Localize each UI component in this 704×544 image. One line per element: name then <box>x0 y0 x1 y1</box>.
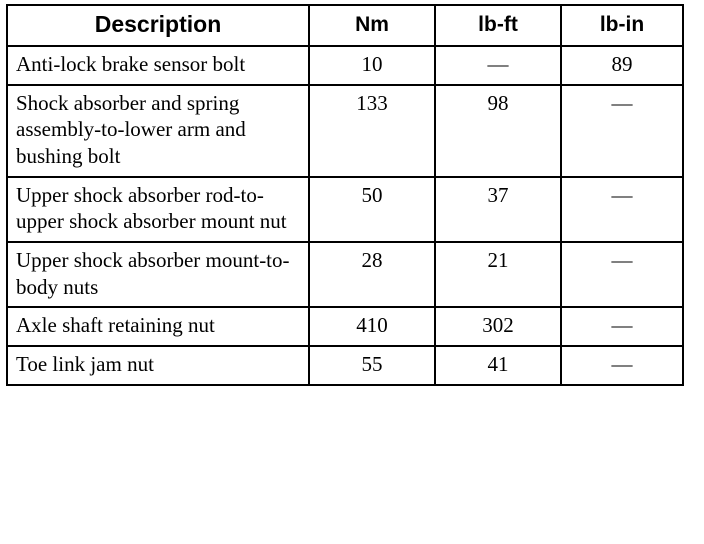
column-header-description: Description <box>7 5 309 46</box>
cell-description: Shock absorber and spring assembly-to-lower arm and bushing bolt <box>7 85 309 177</box>
table-row <box>7 307 683 346</box>
cell-nm: 133 <box>309 85 435 177</box>
table-row <box>7 346 683 385</box>
cell-description: Anti-lock brake sensor bolt <box>7 46 309 85</box>
column-header-nm: Nm <box>309 5 435 46</box>
document-page <box>0 4 704 544</box>
table-header <box>7 5 683 46</box>
cell-description: Axle shaft retaining nut <box>7 307 309 346</box>
cell-nm: 10 <box>309 46 435 85</box>
cell-description: Upper shock absorber mount-to-body nuts <box>7 242 309 307</box>
table-body <box>7 46 683 385</box>
cell-description: Toe link jam nut <box>7 346 309 385</box>
cell-nm: 55 <box>309 346 435 385</box>
cell-lbin: — <box>561 177 683 242</box>
cell-lbin: — <box>561 242 683 307</box>
column-header-lbft: lb-ft <box>435 5 561 46</box>
cell-nm: 410 <box>309 307 435 346</box>
table-header-row <box>7 5 683 46</box>
torque-specifications-table <box>6 4 684 386</box>
table-row <box>7 46 683 85</box>
cell-lbft: — <box>435 46 561 85</box>
cell-lbft: 37 <box>435 177 561 242</box>
cell-lbft: 98 <box>435 85 561 177</box>
cell-description: Upper shock absorber rod-to-upper shock absorber mount nut <box>7 177 309 242</box>
cell-lbft: 21 <box>435 242 561 307</box>
cell-nm: 50 <box>309 177 435 242</box>
table-row <box>7 85 683 177</box>
column-header-lbin: lb-in <box>561 5 683 46</box>
cell-lbin: — <box>561 346 683 385</box>
table-row <box>7 242 683 307</box>
cell-lbin: 89 <box>561 46 683 85</box>
cell-nm: 28 <box>309 242 435 307</box>
cell-lbft: 302 <box>435 307 561 346</box>
table-row <box>7 177 683 242</box>
cell-lbin: — <box>561 307 683 346</box>
cell-lbin: — <box>561 85 683 177</box>
cell-lbft: 41 <box>435 346 561 385</box>
